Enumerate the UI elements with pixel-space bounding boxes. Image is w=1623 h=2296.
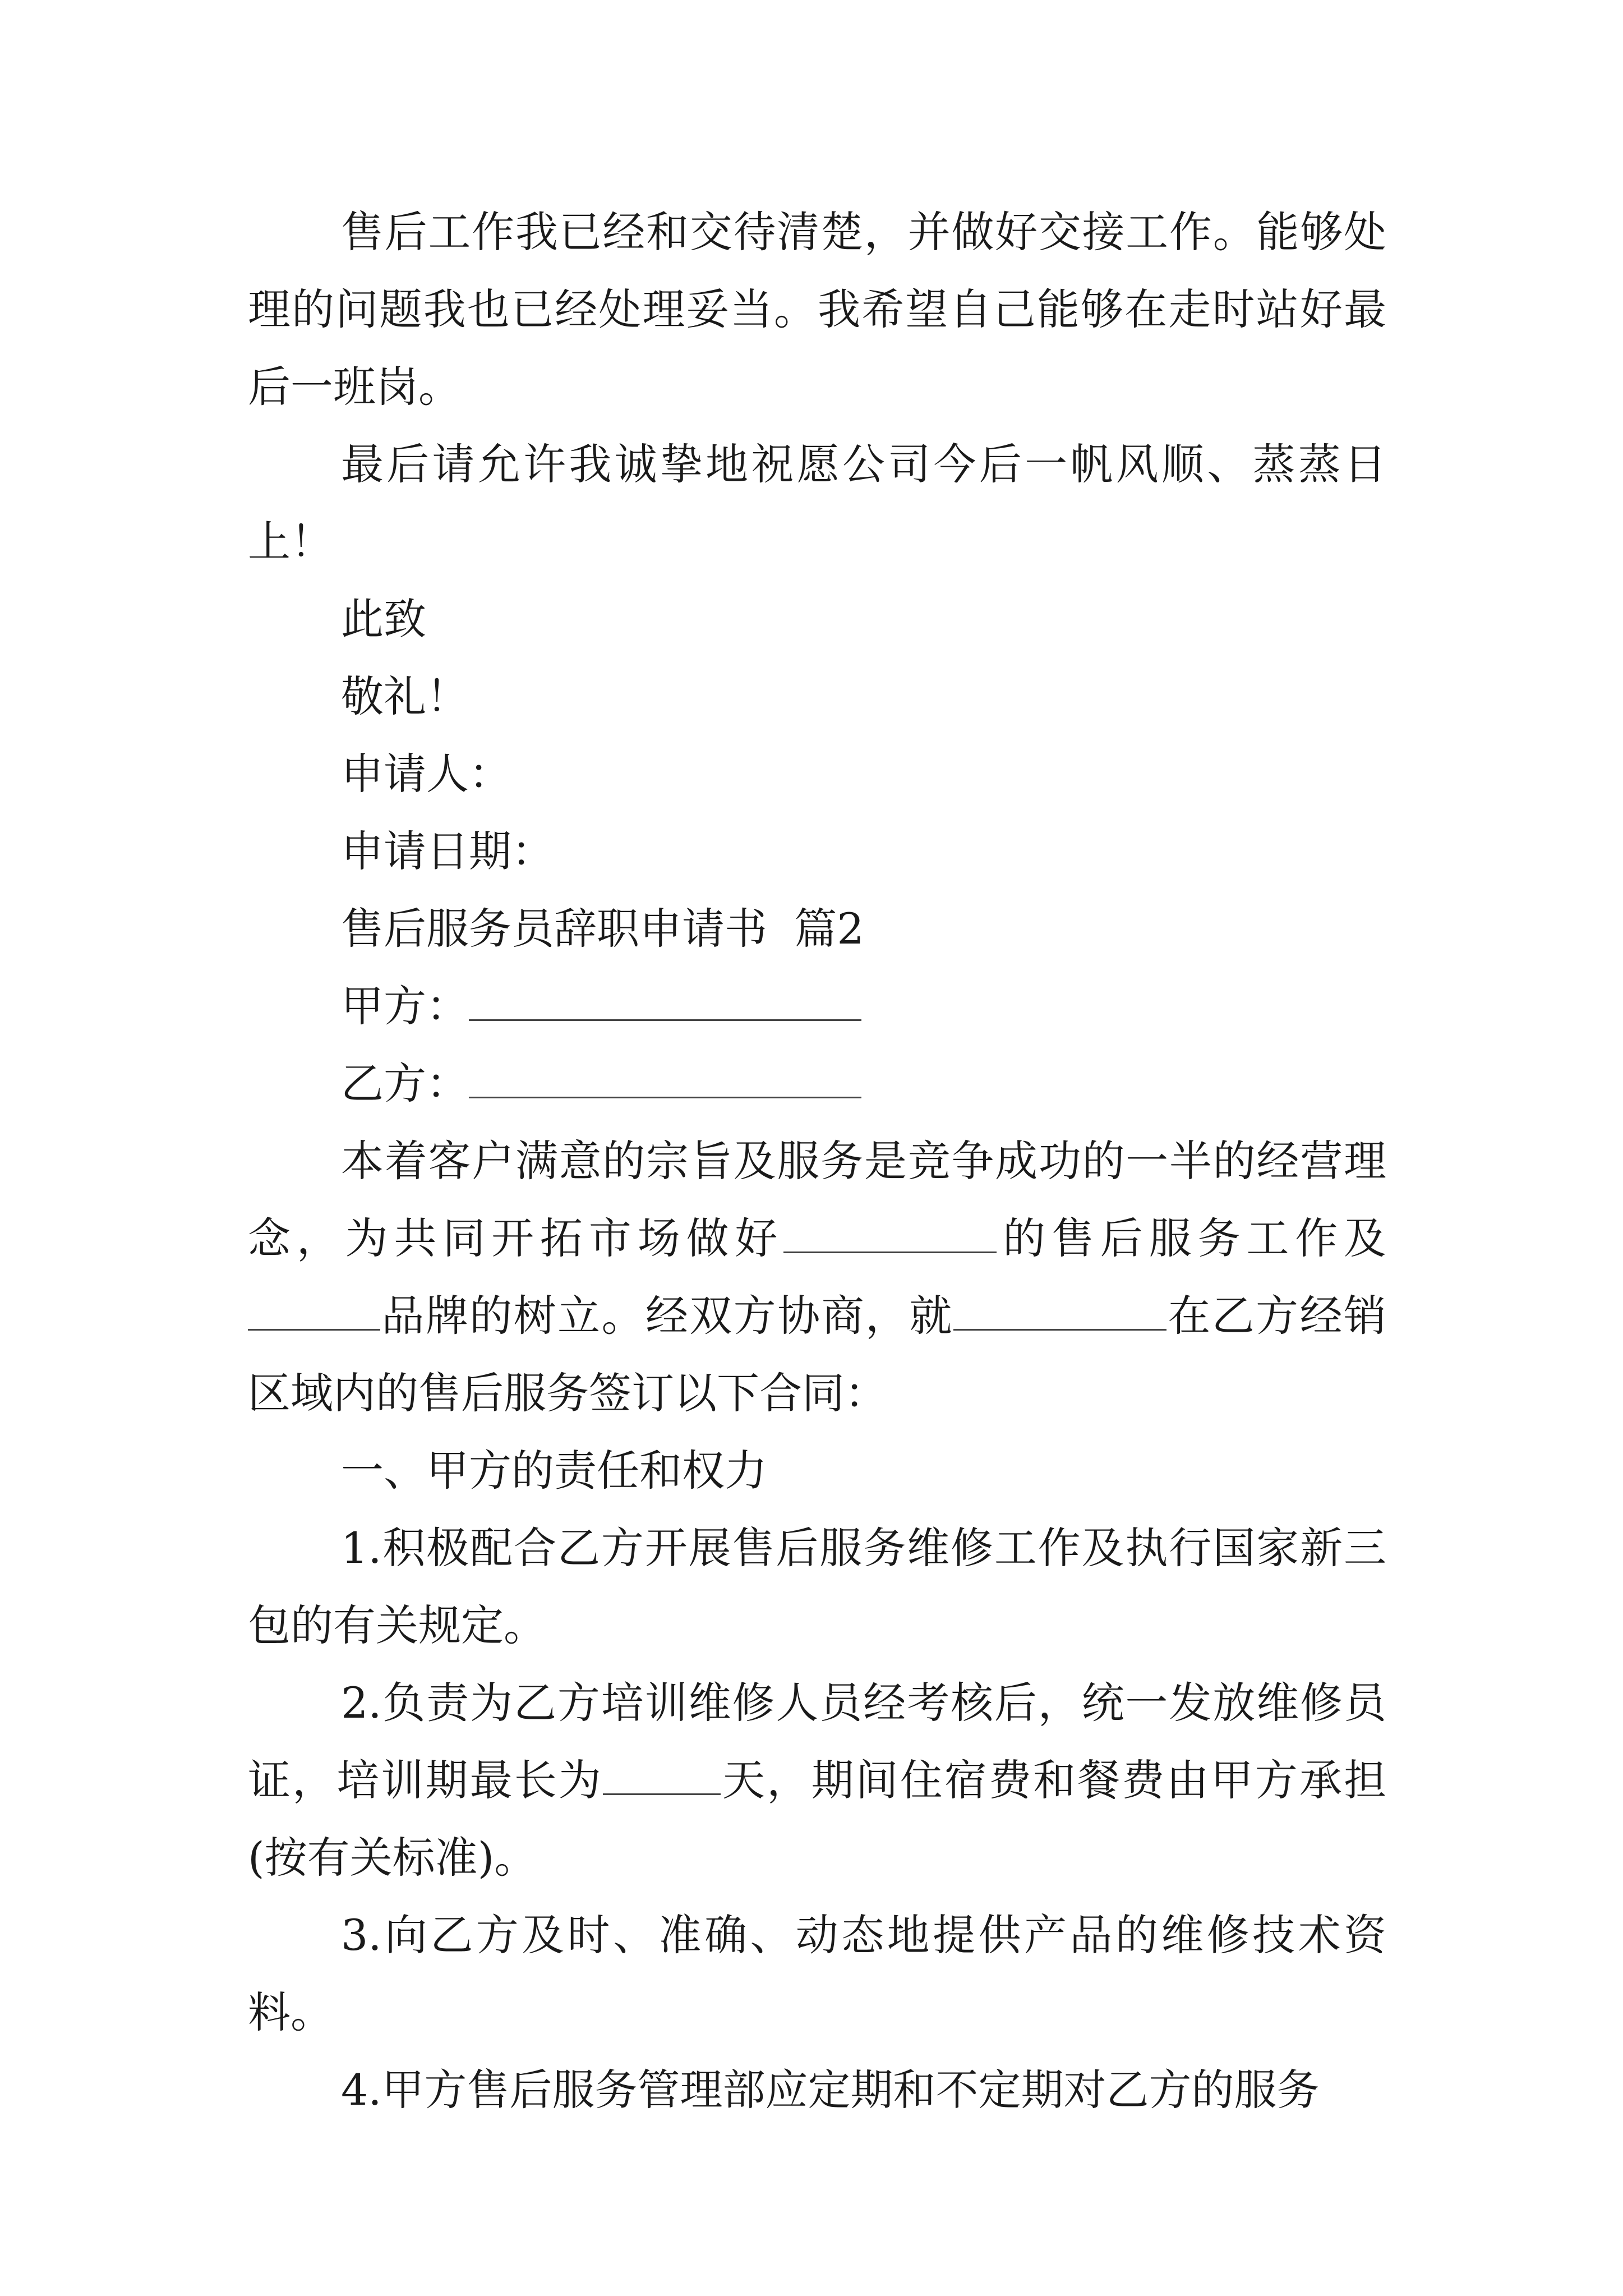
party-b-line <box>248 1045 1386 1122</box>
party-a-blank <box>469 986 861 1021</box>
contract-intro-text-1: 本着客户满意的宗旨及服务是竞争成功的一半的经营理念，为共同开拓市场做好 <box>248 1136 1386 1263</box>
section-heading-party-a: 一、甲方的责任和权力 <box>341 1446 767 1496</box>
clause-2 <box>248 1664 1386 1897</box>
applicant-label: 申请人： <box>341 749 511 799</box>
contract-intro-text-4: 在乙方经销区域内的售后服务签订以下合同： <box>248 1291 1387 1418</box>
paragraph-handover: 售后工作我已经和交待清楚，并做好交接工作。能够处理的问题我也已经处理妥当。我希望自己能够在走时站好最后一班岗。 <box>248 207 1386 412</box>
application-date-label: 申请日期： <box>341 826 554 876</box>
contract-intro-text-3: 品牌的树立。经双方协商，就 <box>380 1291 953 1341</box>
contract-intro-text-2: 的售后服务工作及 <box>997 1213 1387 1263</box>
document-body <box>248 194 1386 2129</box>
clause-2-text-1: 2.负责为乙方培训维修人员经考核后，统一发放维修员证，培训期最长为 <box>248 1678 1386 1805</box>
party-b-label: 乙方： <box>341 1059 469 1108</box>
party-b-blank <box>469 1063 861 1098</box>
closing-line-2: 敬礼！ <box>341 671 469 721</box>
closing-line-1: 此致 <box>341 594 426 644</box>
clause-2-text-2: 天，期间住宿费和餐费由甲方承担(按有关标准)。 <box>248 1755 1387 1883</box>
brand-blank-2 <box>248 1295 380 1331</box>
clause-3: 3.向乙方及时、准确、动态地提供产品的维修技术资料。 <box>248 1910 1386 2037</box>
brand-blank-1 <box>783 1218 997 1253</box>
party-a-line <box>248 968 1386 1045</box>
clause-4: 4.甲方售后服务管理部应定期和不定期对乙方的服务 <box>341 2065 1320 2115</box>
paragraph-contract-intro <box>248 1122 1386 1432</box>
section-title: 售后服务员辞职申请书 篇2 <box>341 904 864 954</box>
clause-1: 1.积极配合乙方开展售后服务维修工作及执行国家新三包的有关规定。 <box>248 1523 1386 1650</box>
brand-blank-3 <box>953 1295 1166 1331</box>
party-a-label: 甲方： <box>341 981 469 1031</box>
training-days-blank <box>603 1760 721 1795</box>
paragraph-wishes: 最后请允许我诚挚地祝愿公司今后一帆风顺、蒸蒸日上！ <box>248 439 1386 567</box>
